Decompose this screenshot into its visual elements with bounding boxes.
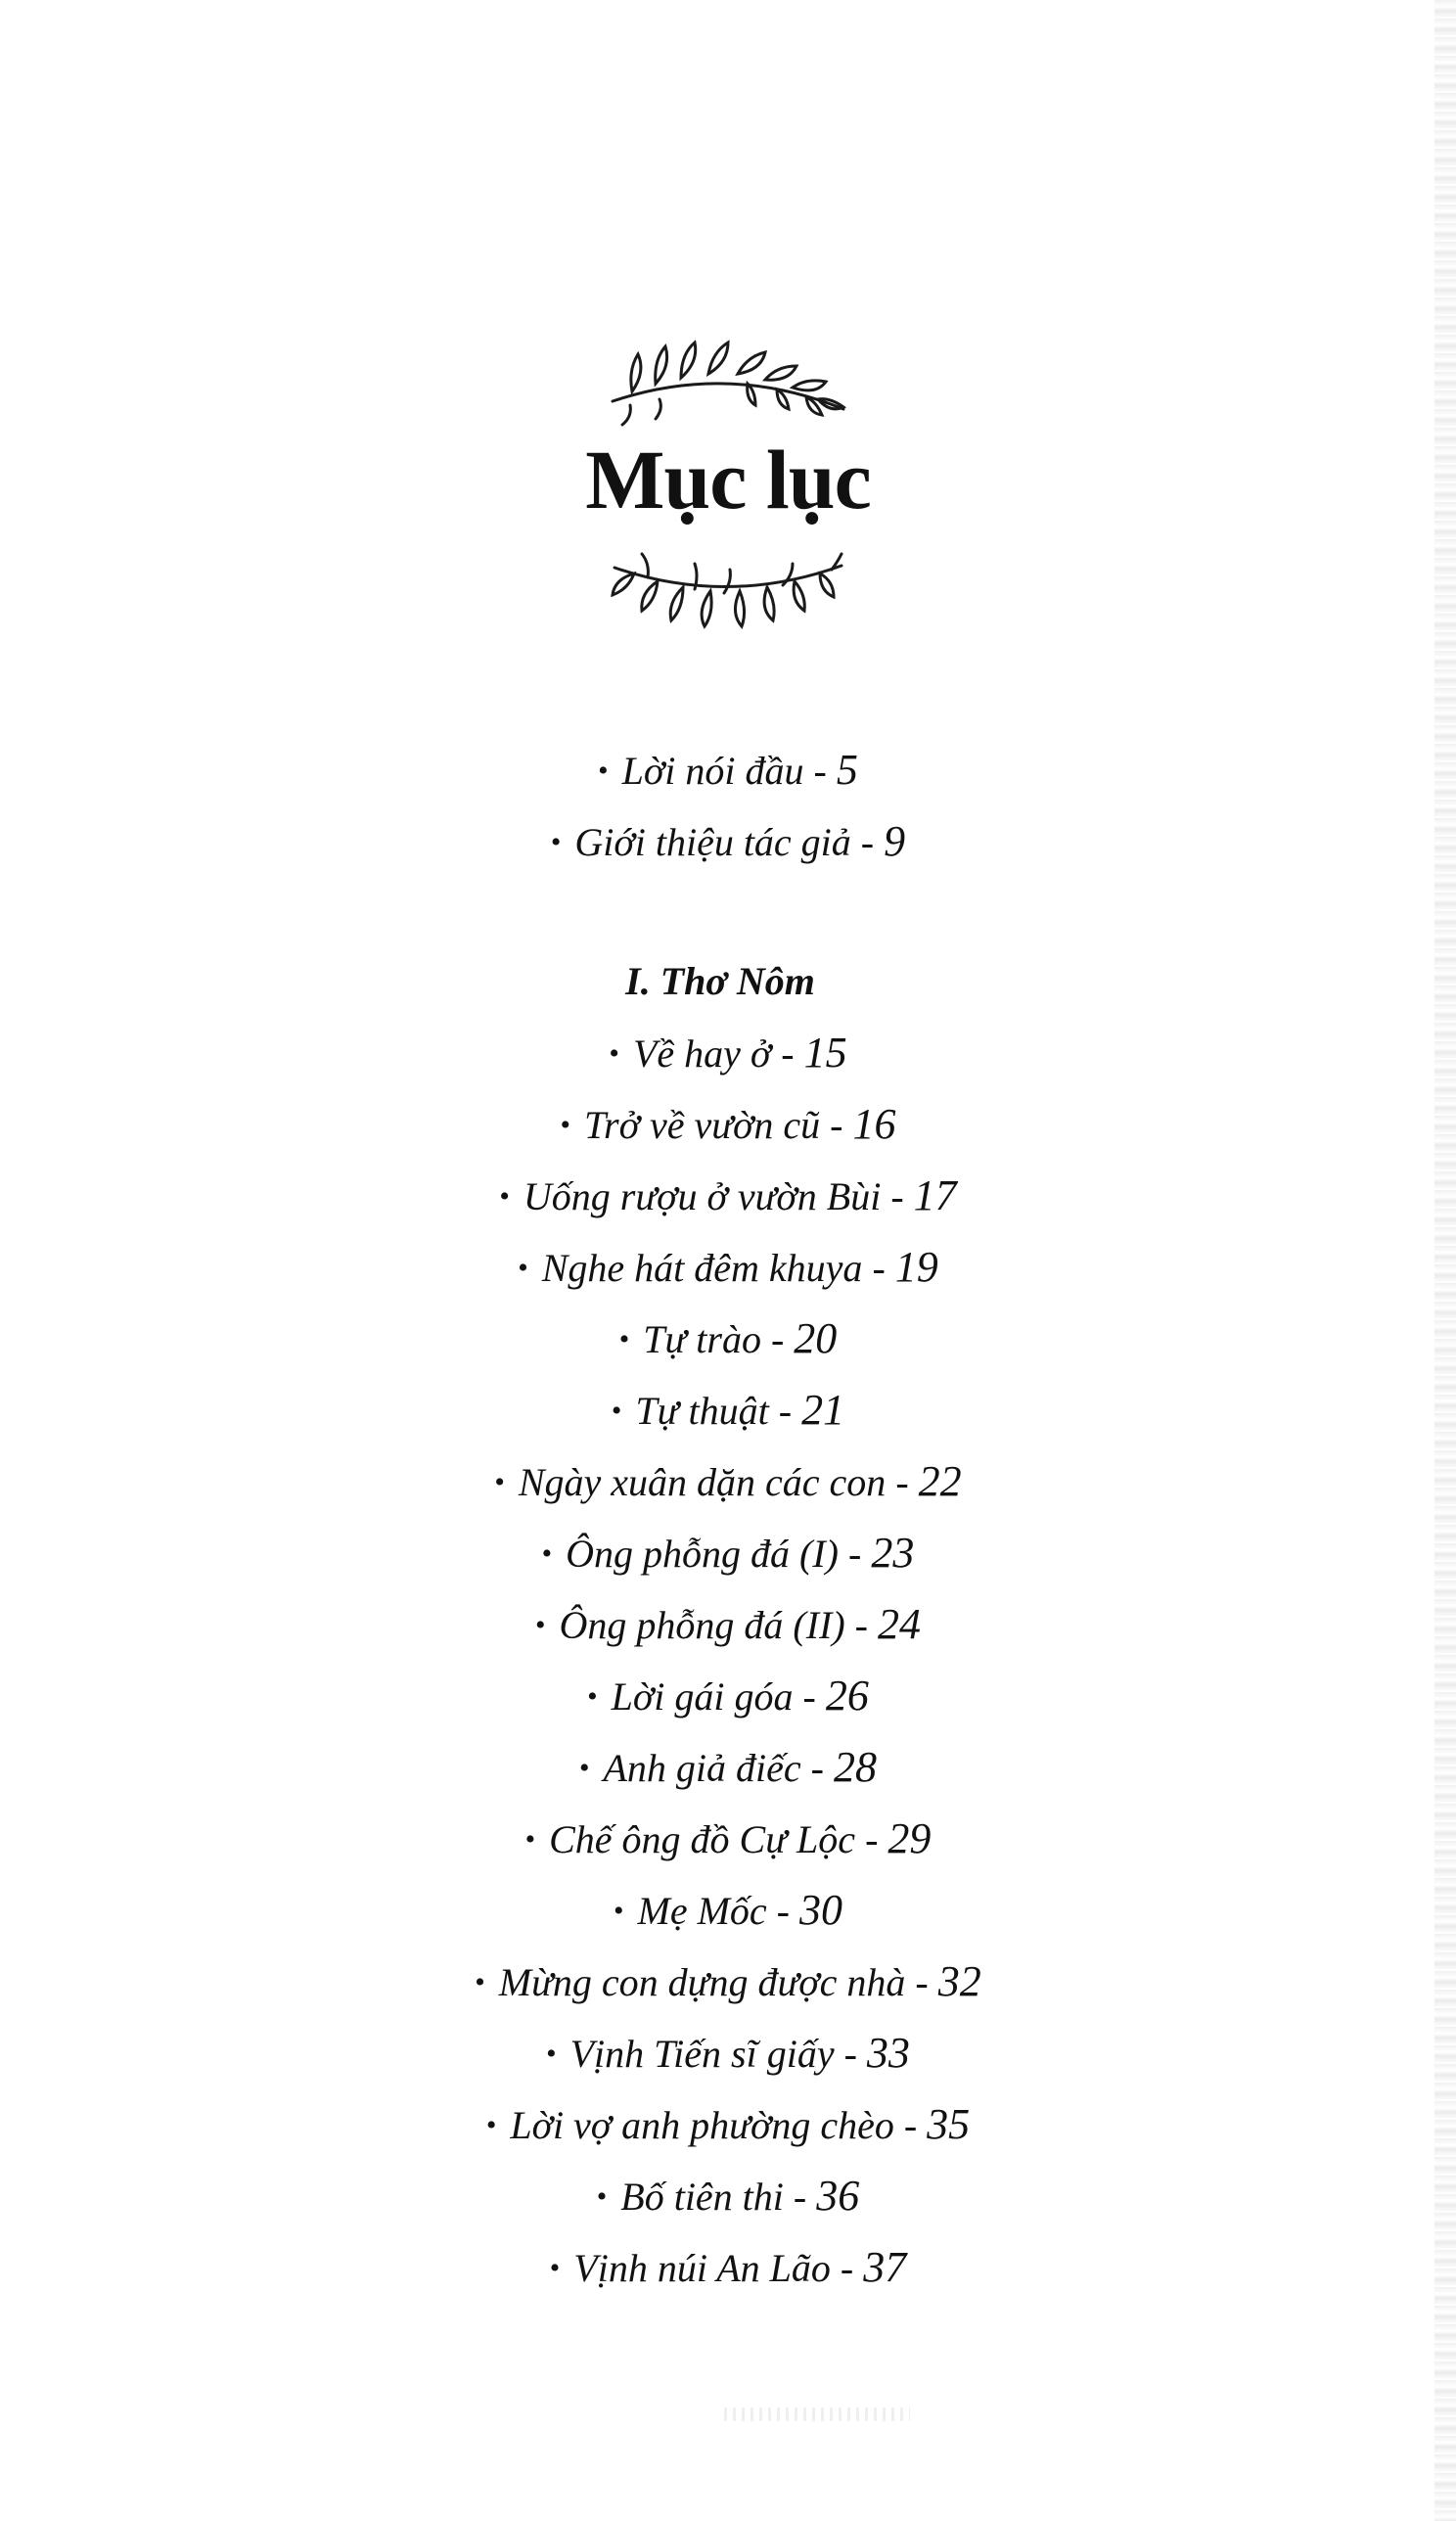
toc-entry-label: Lời vợ anh phường chèo [510, 2103, 894, 2147]
bullet-icon: • [494, 1466, 505, 1498]
bullet-icon: • [534, 1609, 546, 1641]
toc-entry[interactable]: • Anh giả điếc - 28 [578, 1743, 877, 1791]
toc-entry-label: Nghe hát đêm khuya [541, 1246, 863, 1290]
table-of-contents [0, 734, 1456, 2303]
toc-entry-page: 36 [816, 2172, 860, 2220]
bullet-icon: • [614, 1895, 624, 1927]
toc-entry-label: Vịnh Tiến sĩ giấy [569, 2032, 835, 2076]
bullet-icon: • [609, 1037, 619, 1070]
bullet-icon: • [560, 1109, 571, 1141]
toc-entry-page: 17 [913, 1171, 957, 1219]
toc-entry[interactable]: • Vịnh Tiến sĩ giấy - 33 [546, 2029, 910, 2077]
page-edge-shadow [1434, 0, 1456, 2521]
toc-entry-label: Mẹ Mốc [637, 1889, 767, 1933]
bullet-icon: • [549, 2252, 561, 2284]
toc-entry[interactable]: • Vịnh núi An Lão - 37 [549, 2243, 907, 2291]
toc-entry[interactable]: • Mừng con dựng được nhà - 32 [475, 1957, 981, 2005]
toc-entry-page: 9 [884, 817, 906, 865]
toc-entry-page: 21 [801, 1386, 845, 1434]
toc-entry[interactable]: • Nghe hát đêm khuya - 19 [518, 1243, 938, 1291]
toc-entry[interactable]: • Chế ông đồ Cự Lộc - 29 [524, 1814, 932, 1862]
toc-entry[interactable]: • Trở về vườn cũ - 16 [560, 1100, 896, 1148]
toc-entry[interactable]: • Về hay ở - 15 [609, 1029, 847, 1077]
toc-entry-page: 22 [918, 1457, 962, 1505]
toc-entry-label: Uống rượu ở vườn Bùi [523, 1174, 882, 1218]
toc-entry[interactable]: • Giới thiệu tác giả - 9 [550, 817, 906, 865]
toc-entry-label: Ông phỗng đá (II) [559, 1603, 845, 1647]
toc-entry-label: Mừng con dựng được nhà [498, 1960, 906, 2004]
toc-entry-page: 16 [852, 1100, 896, 1148]
bullet-icon: • [596, 2180, 608, 2213]
toc-entry-page: 20 [794, 1314, 838, 1362]
bullet-icon: • [611, 1395, 622, 1427]
toc-entry-page: 35 [927, 2100, 971, 2148]
toc-entry-page: 5 [836, 746, 858, 794]
bullet-icon: • [598, 755, 609, 787]
bullet-icon: • [550, 826, 562, 858]
toc-entry-label: Trở về vườn cũ [584, 1103, 821, 1147]
toc-entry[interactable]: • Tự trào - 20 [618, 1314, 838, 1362]
toc-entry[interactable]: • Lời gái góa - 26 [587, 1672, 869, 1719]
toc-entry-page: 19 [894, 1243, 938, 1291]
toc-entry-page: 24 [878, 1600, 921, 1648]
toc-entry-label: Giới thiệu tác giả [574, 820, 851, 864]
scan-artifact [724, 2407, 910, 2421]
section-title: I. Thơ Nôm [625, 959, 815, 1003]
toc-entry-page: 28 [834, 1743, 877, 1791]
bullet-icon: • [618, 1323, 630, 1355]
bullet-icon: • [541, 1537, 553, 1570]
toc-entry-label: Ngày xuân dặn các con [518, 1460, 887, 1504]
bullet-icon: • [587, 1680, 598, 1713]
toc-entry-label: Bố tiên thi [620, 2175, 784, 2219]
vine-ornament-icon [601, 548, 855, 636]
page-title: Mục lục [585, 433, 871, 527]
toc-entry[interactable]: • Uống rượu ở vườn Bùi - 17 [499, 1171, 957, 1219]
toc-entry-page: 29 [887, 1814, 932, 1862]
vine-ornament-icon [601, 323, 855, 431]
toc-entry-page: 33 [866, 2029, 910, 2077]
top-ornament [0, 323, 1456, 431]
toc-entry-page: 15 [803, 1029, 847, 1077]
toc-entry-page: 23 [871, 1529, 915, 1577]
toc-entry[interactable]: • Bố tiên thi - 36 [596, 2172, 860, 2220]
bullet-icon: • [546, 2038, 557, 2070]
toc-entry[interactable]: • Lời vợ anh phường chèo - 35 [485, 2100, 971, 2148]
toc-entry-label: Tự thuật [635, 1389, 769, 1433]
toc-entry-page: 32 [937, 1957, 981, 2005]
bullet-icon: • [518, 1252, 528, 1284]
toc-entry-label: Ông phỗng đá (I) [566, 1532, 840, 1576]
toc-entry-label: Về hay ở [632, 1031, 772, 1076]
bullet-icon: • [485, 2109, 497, 2141]
toc-entry[interactable]: • Lời nói đầu - 5 [598, 746, 858, 794]
toc-entry[interactable]: • Mẹ Mốc - 30 [614, 1886, 842, 1934]
spacer [0, 877, 1456, 945]
toc-entry[interactable]: • Ông phỗng đá (II) - 24 [534, 1600, 921, 1648]
toc-entry[interactable]: • Ông phỗng đá (I) - 23 [541, 1529, 915, 1577]
toc-entry-label: Chế ông đồ Cự Lộc [549, 1817, 856, 1861]
toc-entry-label: Anh giả điếc [603, 1746, 801, 1790]
toc-entry-page: 37 [863, 2243, 907, 2291]
toc-entry-label: Vịnh núi An Lão [573, 2246, 831, 2290]
toc-entry-label: Lời gái góa [611, 1674, 794, 1719]
bullet-icon: • [499, 1180, 510, 1213]
bullet-icon: • [578, 1752, 590, 1784]
toc-entry[interactable]: • Ngày xuân dặn các con - 22 [494, 1457, 962, 1505]
toc-entry-page: 26 [825, 1672, 869, 1719]
toc-entry-page: 30 [799, 1886, 842, 1934]
bullet-icon: • [524, 1823, 536, 1856]
bottom-ornament [0, 548, 1456, 636]
bullet-icon: • [475, 1966, 485, 1998]
toc-entry-label: Lời nói đầu [621, 749, 804, 793]
toc-entry[interactable]: • Tự thuật - 21 [611, 1386, 845, 1434]
toc-entry-label: Tự trào [643, 1317, 761, 1361]
